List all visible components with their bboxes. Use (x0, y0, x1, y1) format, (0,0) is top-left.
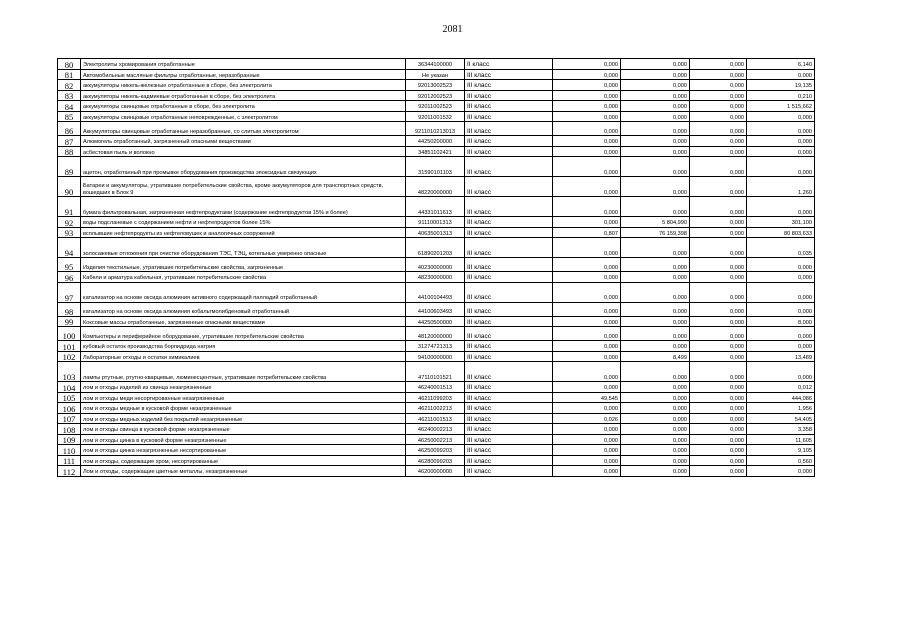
table-row (58, 341, 815, 352)
value-col-3: 0,000 (690, 258, 747, 272)
table-row (58, 146, 815, 157)
value-col-1: 0,000 (553, 90, 621, 101)
value-col-1: 0,000 (553, 351, 621, 362)
hazard-class: III класс (465, 227, 553, 238)
hazard-class: III класс (465, 362, 553, 382)
hazard-class: III класс (465, 466, 553, 477)
hazard-class: III класс (465, 258, 553, 272)
row-number: 109 (58, 434, 81, 445)
waste-code: 31590101103 (406, 157, 465, 177)
waste-name: всплывшие нефтепродукты из нефтеловушек и аналогичных сооружений (81, 227, 406, 238)
waste-name: лом и отходы, содержащие хром, несортированные (81, 455, 406, 466)
value-col-2: 5 804,990 (621, 217, 690, 228)
value-col-4: 0,560 (747, 455, 815, 466)
row-number: 96 (58, 272, 81, 283)
waste-name: лом и отходы изделий из свинца незагрязненные (81, 382, 406, 393)
value-col-2: 8,499 (621, 351, 690, 362)
value-col-1: 0,000 (553, 455, 621, 466)
row-number: 84 (58, 101, 81, 112)
waste-name: Изделия текстильные, утратившие потребительские свойства, загрязненные (81, 258, 406, 272)
value-col-3: 0,000 (690, 69, 747, 80)
hazard-class: III класс (465, 424, 553, 435)
value-col-4: 13,489 (747, 351, 815, 362)
value-col-1: 0,000 (553, 362, 621, 382)
waste-code: 46250002213 (406, 434, 465, 445)
value-col-2: 0,000 (621, 157, 690, 177)
waste-name: аккумуляторы свинцовые отработанные в сборе, без электролита (81, 101, 406, 112)
value-col-4: 0,000 (747, 258, 815, 272)
hazard-class: III класс (465, 434, 553, 445)
value-col-2: 0,000 (621, 382, 690, 393)
value-col-2: 0,000 (621, 392, 690, 403)
table-row (58, 424, 815, 435)
waste-registry-table (57, 58, 815, 477)
waste-code: 46280099203 (406, 455, 465, 466)
value-col-3: 0,000 (690, 351, 747, 362)
value-col-3: 0,000 (690, 362, 747, 382)
table-row (58, 238, 815, 258)
waste-code: 92011001532 (406, 111, 465, 122)
value-col-3: 0,000 (690, 424, 747, 435)
waste-name: лом и отходы свинца в кусковой форме незагрязненные (81, 424, 406, 435)
hazard-class: III класс (465, 122, 553, 136)
table-row (58, 197, 815, 217)
hazard-class: III класс (465, 90, 553, 101)
waste-code: 44100104493 (406, 282, 465, 302)
value-col-2: 0,000 (621, 316, 690, 327)
waste-code: 92012002523 (406, 90, 465, 101)
value-col-1: 0,000 (553, 177, 621, 197)
value-col-4: 0,000 (747, 146, 815, 157)
hazard-class: III класс (465, 413, 553, 424)
waste-code: 48220000000 (406, 177, 465, 197)
table-row (58, 101, 815, 112)
value-col-4: 0,210 (747, 90, 815, 101)
waste-code: 44331011613 (406, 197, 465, 217)
value-col-2: 0,000 (621, 341, 690, 352)
waste-name: аккумуляторы свинцовые отработанные неповрежденные, с электролитом (81, 111, 406, 122)
row-number: 91 (58, 197, 81, 217)
value-col-3: 0,000 (690, 466, 747, 477)
value-col-3: 0,000 (690, 157, 747, 177)
table-row (58, 177, 815, 197)
table-row (58, 122, 815, 136)
value-col-1: 0,000 (553, 272, 621, 283)
value-col-4: 0,000 (747, 327, 815, 341)
hazard-class: III класс (465, 136, 553, 147)
value-col-2: 0,000 (621, 455, 690, 466)
value-col-4: 6,140 (747, 59, 815, 70)
value-col-2: 0,000 (621, 101, 690, 112)
waste-code: 31274721313 (406, 341, 465, 352)
value-col-4: 0,000 (747, 362, 815, 382)
value-col-3: 0,000 (690, 177, 747, 197)
value-col-1: 0,000 (553, 424, 621, 435)
value-col-3: 0,000 (690, 413, 747, 424)
value-col-3: 0,000 (690, 327, 747, 341)
row-number: 92 (58, 217, 81, 228)
value-col-1: 0,000 (553, 403, 621, 414)
value-col-1: 49,545 (553, 392, 621, 403)
waste-code: 44250500000 (406, 316, 465, 327)
row-number: 86 (58, 122, 81, 136)
waste-name: лом и отходы медных изделий без покрытий незагрязненные (81, 413, 406, 424)
value-col-3: 0,000 (690, 217, 747, 228)
waste-code: 44250200000 (406, 136, 465, 147)
value-col-4: 0,000 (747, 157, 815, 177)
table-row (58, 403, 815, 414)
row-number: 80 (58, 59, 81, 70)
value-col-2: 0,000 (621, 59, 690, 70)
value-col-1: 0,000 (553, 111, 621, 122)
waste-name: лом и отходы цинка незагрязненные несортированные (81, 445, 406, 456)
value-col-4: 1 515,662 (747, 101, 815, 112)
row-number: 107 (58, 413, 81, 424)
row-number: 93 (58, 227, 81, 238)
hazard-class: III класс (465, 111, 553, 122)
waste-name: Автомобильные масляные фильтры отработанные, неразобранные (81, 69, 406, 80)
value-col-3: 0,000 (690, 197, 747, 217)
waste-name: лом и отходы меди несортированные незагрязненные (81, 392, 406, 403)
hazard-class: III класс (465, 272, 553, 283)
waste-name: воды подсланевые с содержанием нефти и нефтепродуктов более 15% (81, 217, 406, 228)
value-col-2: 0,000 (621, 434, 690, 445)
value-col-1: 0,000 (553, 327, 621, 341)
waste-name: Компьютеры и периферийное оборудование, утратившие потребительские свойства (81, 327, 406, 341)
value-col-2: 76 159,398 (621, 227, 690, 238)
row-number: 87 (58, 136, 81, 147)
value-col-1: 0,000 (553, 316, 621, 327)
value-col-1: 0,000 (553, 466, 621, 477)
hazard-class: III класс (465, 157, 553, 177)
waste-code: 61890201203 (406, 238, 465, 258)
value-col-4: 80 803,633 (747, 227, 815, 238)
value-col-4: 0,000 (747, 302, 815, 316)
table-row (58, 466, 815, 477)
value-col-3: 0,000 (690, 302, 747, 316)
value-col-1: 0,000 (553, 101, 621, 112)
value-col-2: 0,000 (621, 69, 690, 80)
value-col-4: 1,956 (747, 403, 815, 414)
table-row (58, 392, 815, 403)
value-col-3: 0,000 (690, 90, 747, 101)
waste-name: бумага фильтровальная, загрязненная нефтепродуктами (содержание нефтепродуктов 15% и более) (81, 197, 406, 217)
value-col-4: 0,000 (747, 69, 815, 80)
hazard-class: III класс (465, 69, 553, 80)
table-row (58, 217, 815, 228)
waste-name: асбестовая пыль и волокно (81, 146, 406, 157)
waste-code: 47110101521 (406, 362, 465, 382)
value-col-4: 3,358 (747, 424, 815, 435)
hazard-class: III класс (465, 282, 553, 302)
waste-name: Аккумуляторы свинцовые отработанные неразобранные, со слитым электролитом (81, 122, 406, 136)
value-col-2: 0,000 (621, 362, 690, 382)
row-number: 99 (58, 316, 81, 327)
value-col-3: 0,000 (690, 146, 747, 157)
waste-code: 92013002523 (406, 80, 465, 91)
value-col-2: 0,000 (621, 136, 690, 147)
waste-code: 46240001513 (406, 382, 465, 393)
value-col-2: 0,000 (621, 327, 690, 341)
page-number: 2081 (442, 24, 463, 35)
row-number: 103 (58, 362, 81, 382)
value-col-4: 11,605 (747, 434, 815, 445)
hazard-class: III класс (465, 327, 553, 341)
value-col-4: 0,000 (747, 136, 815, 147)
row-number: 110 (58, 445, 81, 456)
row-number: 104 (58, 382, 81, 393)
value-col-2: 0,000 (621, 424, 690, 435)
value-col-1: 0,000 (553, 59, 621, 70)
value-col-4: 1,260 (747, 177, 815, 197)
table-row (58, 80, 815, 91)
table-row (58, 282, 815, 302)
row-number: 108 (58, 424, 81, 435)
value-col-4: 0,000 (747, 466, 815, 477)
table-row (58, 227, 815, 238)
table-row (58, 272, 815, 283)
row-number: 102 (58, 351, 81, 362)
value-col-4: 0,012 (747, 382, 815, 393)
waste-name: лом и отходы цинка в кусковой форме незагрязненные (81, 434, 406, 445)
waste-name: Лом и отходы, содержащие цветные металлы, незагрязненные (81, 466, 406, 477)
value-col-2: 0,000 (621, 302, 690, 316)
hazard-class: III класс (465, 101, 553, 112)
table-row (58, 382, 815, 393)
row-number: 88 (58, 146, 81, 157)
row-number: 97 (58, 282, 81, 302)
waste-name: аккумуляторы никель-железные отработанные в сборе, без электролита (81, 80, 406, 91)
value-col-2: 0,000 (621, 90, 690, 101)
value-col-4: 0,000 (747, 111, 815, 122)
value-col-1: 0,000 (553, 146, 621, 157)
table-row (58, 327, 815, 341)
value-col-3: 0,000 (690, 59, 747, 70)
row-number: 89 (58, 157, 81, 177)
value-col-3: 0,000 (690, 316, 747, 327)
value-col-1: 0,000 (553, 217, 621, 228)
hazard-class: III класс (465, 316, 553, 327)
waste-code: 44100603493 (406, 302, 465, 316)
hazard-class: III класс (465, 445, 553, 456)
value-col-1: 0,000 (553, 157, 621, 177)
table-row (58, 434, 815, 445)
table-row (58, 413, 815, 424)
value-col-2: 0,000 (621, 282, 690, 302)
value-col-1: 0,000 (553, 80, 621, 91)
value-col-2: 0,000 (621, 122, 690, 136)
value-col-1: 0,000 (553, 258, 621, 272)
table-row (58, 302, 815, 316)
value-col-4: 54,405 (747, 413, 815, 424)
hazard-class: III класс (465, 351, 553, 362)
value-col-1: 0,000 (553, 382, 621, 393)
table-row (58, 316, 815, 327)
waste-name: Батареи и аккумуляторы, утратившие потребительские свойства, кроме аккумуляторов для транспортных средств, вошедших в Блок 9 (81, 177, 406, 197)
value-col-3: 0,000 (690, 434, 747, 445)
value-col-2: 0,000 (621, 238, 690, 258)
value-col-2: 0,000 (621, 258, 690, 272)
waste-name: катализатор на основе оксида алюминия кобальтмолибденовый отработанный (81, 302, 406, 316)
value-col-3: 0,000 (690, 382, 747, 393)
value-col-1: 0,000 (553, 434, 621, 445)
waste-code: 46200000000 (406, 466, 465, 477)
row-number: 101 (58, 341, 81, 352)
waste-name: катализатор на основе оксида алюминия активного содержащий палладий отработанный (81, 282, 406, 302)
waste-code: 46211001513 (406, 413, 465, 424)
waste-code: Не указан (406, 69, 465, 80)
table-row (58, 258, 815, 272)
row-number: 105 (58, 392, 81, 403)
value-col-3: 0,000 (690, 80, 747, 91)
waste-name: Кабели и арматура кабельная, утратившие потребительские свойства (81, 272, 406, 283)
waste-code: 94100000000 (406, 351, 465, 362)
waste-code: 46211099203 (406, 392, 465, 403)
waste-code: 40230000000 (406, 258, 465, 272)
value-col-4: 0,035 (747, 238, 815, 258)
value-col-3: 0,000 (690, 122, 747, 136)
value-col-3: 0,000 (690, 272, 747, 283)
hazard-class: II класс (465, 59, 553, 70)
row-number: 112 (58, 466, 81, 477)
hazard-class: III класс (465, 238, 553, 258)
value-col-2: 0,000 (621, 111, 690, 122)
table-row (58, 455, 815, 466)
hazard-class: III класс (465, 80, 553, 91)
value-col-1: 0,000 (553, 122, 621, 136)
value-col-3: 0,000 (690, 227, 747, 238)
value-col-3: 0,000 (690, 403, 747, 414)
table-row (58, 157, 815, 177)
waste-name: лом и отходы медные в кусковой форме незагрязненные (81, 403, 406, 414)
waste-code: 34851102421 (406, 146, 465, 157)
hazard-class: III класс (465, 403, 553, 414)
row-number: 85 (58, 111, 81, 122)
waste-code: 36344100000 (406, 59, 465, 70)
row-number: 94 (58, 238, 81, 258)
waste-name: Коксовые массы отработанные, загрязненные опасными веществами (81, 316, 406, 327)
value-col-2: 0,000 (621, 403, 690, 414)
table-row (58, 111, 815, 122)
value-col-4: 301,100 (747, 217, 815, 228)
value-col-1: 0,807 (553, 227, 621, 238)
value-col-2: 0,000 (621, 197, 690, 217)
value-col-1: 0,000 (553, 69, 621, 80)
value-col-2: 0,000 (621, 272, 690, 283)
waste-name: золосажевые отложения при очистке оборудования ТЭС, ТЭЦ, котельных умеренно опасные (81, 238, 406, 258)
value-col-3: 0,000 (690, 445, 747, 456)
waste-code: 48230000000 (406, 272, 465, 283)
value-col-4: 0,000 (747, 341, 815, 352)
table-row (58, 351, 815, 362)
value-col-1: 0,026 (553, 413, 621, 424)
hazard-class: III класс (465, 197, 553, 217)
hazard-class: III класс (465, 455, 553, 466)
hazard-class: III класс (465, 217, 553, 228)
row-number: 98 (58, 302, 81, 316)
table-row (58, 362, 815, 382)
waste-name: Лабораторные отходы и остатки химикалиев (81, 351, 406, 362)
table-row (58, 445, 815, 456)
waste-name: аккумуляторы никель-кадмиевые отработанные в сборе, без электролита (81, 90, 406, 101)
value-col-2: 0,000 (621, 80, 690, 91)
hazard-class: III класс (465, 302, 553, 316)
hazard-class: III класс (465, 392, 553, 403)
waste-code: 46240002213 (406, 424, 465, 435)
value-col-1: 0,000 (553, 238, 621, 258)
hazard-class: III класс (465, 341, 553, 352)
table-row (58, 59, 815, 70)
hazard-class: III класс (465, 177, 553, 197)
value-col-1: 0,000 (553, 341, 621, 352)
table-row (58, 90, 815, 101)
value-col-3: 0,000 (690, 136, 747, 147)
value-col-3: 0,000 (690, 341, 747, 352)
value-col-3: 0,000 (690, 111, 747, 122)
value-col-1: 0,000 (553, 302, 621, 316)
waste-code: 9211010213013 (406, 122, 465, 136)
value-col-2: 0,000 (621, 177, 690, 197)
waste-code: 91110001313 (406, 217, 465, 228)
value-col-4: 8,000 (747, 316, 815, 327)
value-col-1: 0,000 (553, 282, 621, 302)
hazard-class: III класс (465, 382, 553, 393)
value-col-4: 0,000 (747, 197, 815, 217)
value-col-4: 444,086 (747, 392, 815, 403)
value-col-3: 0,000 (690, 392, 747, 403)
waste-name: лампы ртутные, ртутно-кварцевые, люминесцентные, утратившие потребительские свойства (81, 362, 406, 382)
value-col-2: 0,000 (621, 146, 690, 157)
value-col-4: 0,000 (747, 122, 815, 136)
row-number: 100 (58, 327, 81, 341)
value-col-1: 0,000 (553, 197, 621, 217)
row-number: 106 (58, 403, 81, 414)
row-number: 81 (58, 69, 81, 80)
row-number: 111 (58, 455, 81, 466)
value-col-2: 0,000 (621, 466, 690, 477)
row-number: 95 (58, 258, 81, 272)
value-col-4: 0,000 (747, 282, 815, 302)
value-col-2: 0,000 (621, 413, 690, 424)
value-col-2: 0,000 (621, 445, 690, 456)
value-col-3: 0,000 (690, 238, 747, 258)
table-row (58, 69, 815, 80)
row-number: 83 (58, 90, 81, 101)
waste-name: ацетон, отработанный при промывке оборудования производства эпоксидных связующих (81, 157, 406, 177)
value-col-3: 0,000 (690, 101, 747, 112)
hazard-class: III класс (465, 146, 553, 157)
waste-code: 48120000000 (406, 327, 465, 341)
waste-code: 46250099203 (406, 445, 465, 456)
row-number: 90 (58, 177, 81, 197)
value-col-1: 0,000 (553, 136, 621, 147)
waste-code: 46211002213 (406, 403, 465, 414)
waste-name: кубовый остаток производства борпидрида натрия (81, 341, 406, 352)
waste-name: Электролиты хромирования отработанные (81, 59, 406, 70)
row-number: 82 (58, 80, 81, 91)
waste-code: 92011002523 (406, 101, 465, 112)
table-row (58, 136, 815, 147)
waste-name: Алюмогель отработанный, загрязненный опасными веществами (81, 136, 406, 147)
value-col-4: 0,000 (747, 272, 815, 283)
value-col-4: 19,135 (747, 80, 815, 91)
value-col-3: 0,000 (690, 455, 747, 466)
value-col-4: 9,105 (747, 445, 815, 456)
value-col-1: 0,000 (553, 445, 621, 456)
value-col-3: 0,000 (690, 282, 747, 302)
waste-code: 40635001313 (406, 227, 465, 238)
